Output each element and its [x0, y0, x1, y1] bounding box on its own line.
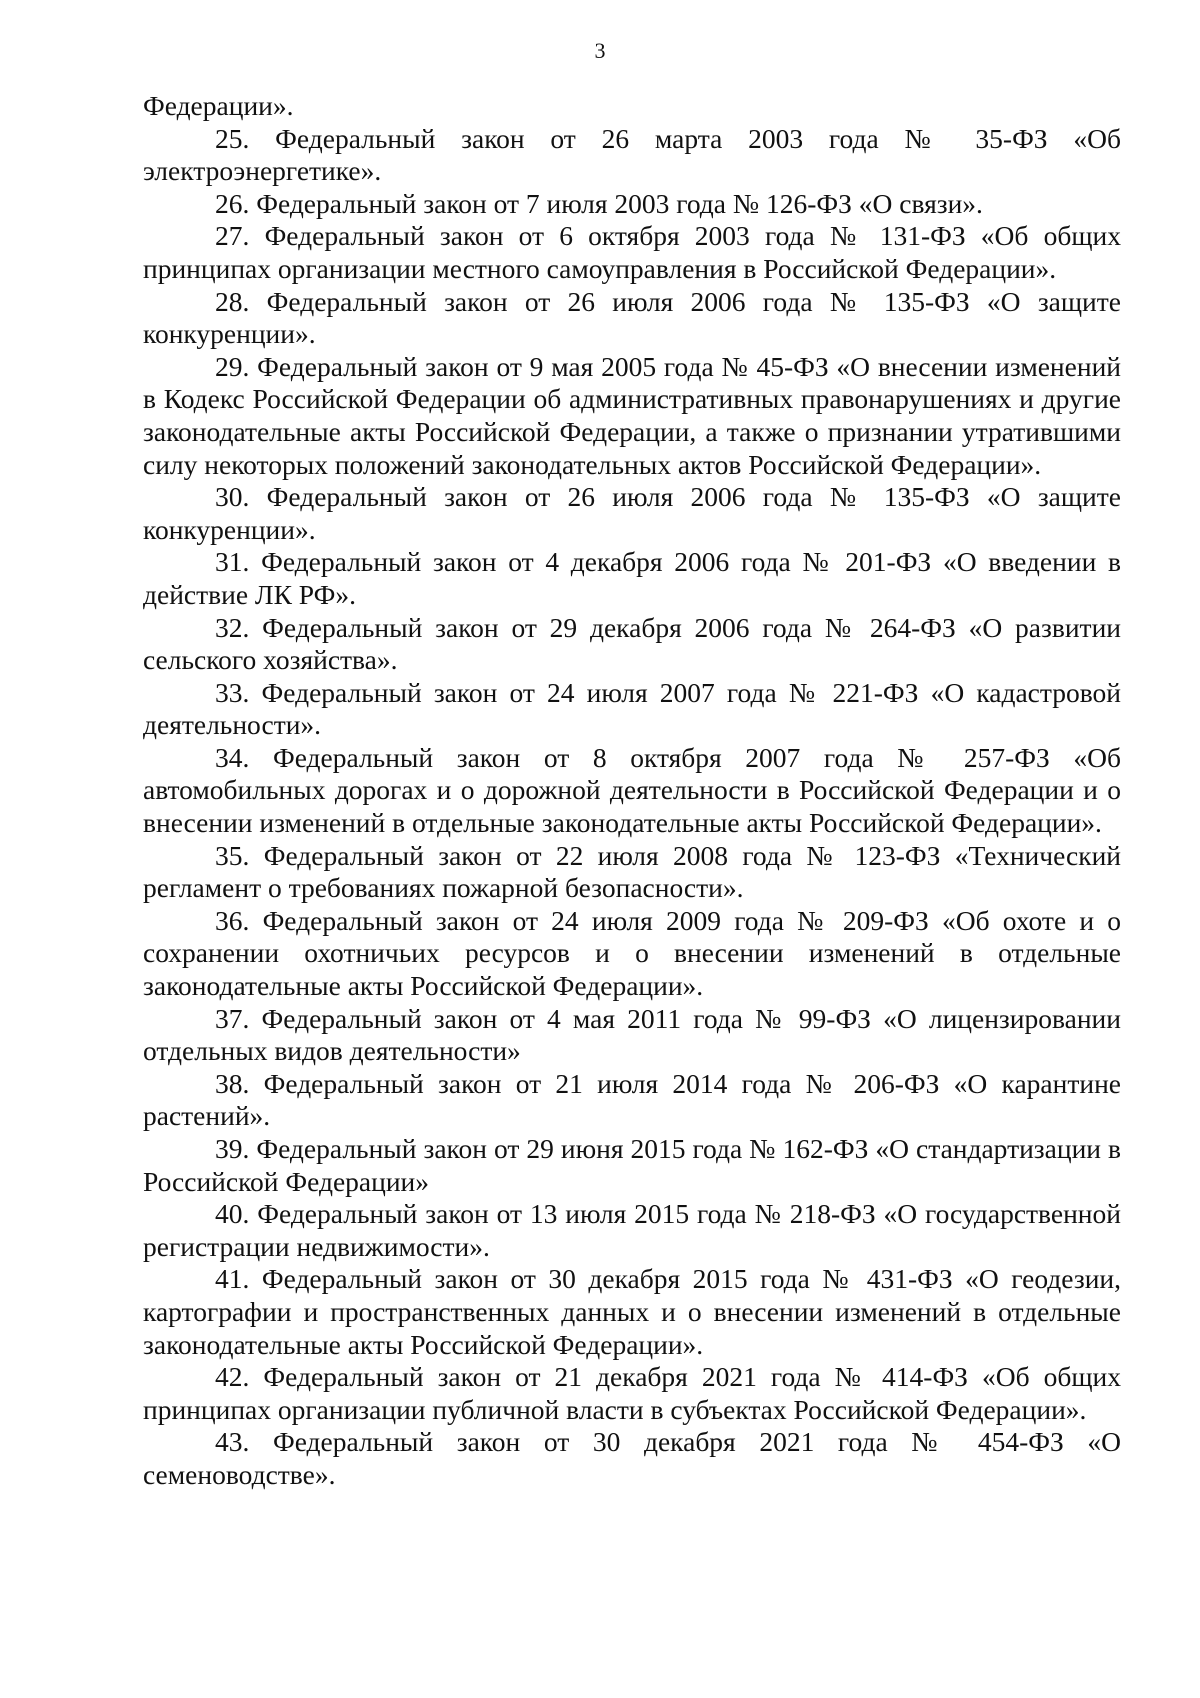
- list-item: 28. Федеральный закон от 26 июля 2006 года № 135-ФЗ «О защите конкуренции».: [143, 285, 1121, 350]
- list-item: 41. Федеральный закон от 30 декабря 2015 года № 431-ФЗ «О геодезии, картографии и пространственных данных и о внесении изменений в отдельные законодательные акты Российской Федерации».: [143, 1263, 1121, 1360]
- list-item: 26. Федеральный закон от 7 июля 2003 года № 126-ФЗ «О связи».: [215, 187, 983, 219]
- list-item: 39. Федеральный закон от 29 июня 2015 года № 162-ФЗ «О стандартизации в Российской Федерации»: [143, 1133, 1121, 1197]
- page-number: 3: [594, 38, 606, 63]
- list-item: 38. Федеральный закон от 21 июля 2014 года № 206-ФЗ «О карантине растений».: [143, 1067, 1121, 1132]
- list-item: 29. Федеральный закон от 9 мая 2005 года № 45-ФЗ «О внесении изменений в Кодекс Российской Федерации об административных правонарушениях и другие законодательные акты Российской Федерации, а также о признании утратившими силу некоторых положений законодательных актов Российской Федерации».: [143, 350, 1121, 480]
- list-item: 40. Федеральный закон от 13 июля 2015 года № 218-ФЗ «О государственной регистрации недвижимости».: [143, 1198, 1121, 1262]
- list-item: 35. Федеральный закон от 22 июля 2008 года № 123-ФЗ «Технический регламент о требованиях пожарной безопасности».: [143, 839, 1121, 904]
- list-item: 25. Федеральный закон от 26 марта 2003 года № 35-ФЗ «Об электроэнергетике».: [143, 122, 1121, 187]
- list-item: 36. Федеральный закон от 24 июля 2009 года № 209-ФЗ «Об охоте и о сохранении охотничьих ресурсов и о внесении изменений в отдельные законодательные акты Российской Федерации».: [143, 904, 1121, 1002]
- continuation-paragraph: Федерации».: [143, 90, 294, 121]
- list-item: 37. Федеральный закон от 4 мая 2011 года № 99-ФЗ «О лицензировании отдельных видов деятельности»: [143, 1002, 1121, 1067]
- list-item: 31. Федеральный закон от 4 декабря 2006 года № 201-ФЗ «О введении в действие ЛК РФ».: [143, 546, 1121, 610]
- list-item: 30. Федеральный закон от 26 июля 2006 года № 135-ФЗ «О защите конкуренции».: [143, 481, 1121, 545]
- list-item: 42. Федеральный закон от 21 декабря 2021 года № 414-ФЗ «Об общих принципах организации публичной власти в субъектах Российской Федерации».: [143, 1361, 1121, 1425]
- document-body: [143, 90, 1121, 1492]
- list-item: 34. Федеральный закон от 8 октября 2007 года № 257-ФЗ «Об автомобильных дорогах и о дорожной деятельности в Российской Федерации и о внесении изменений в отдельные законодательные акты Российской Федерации».: [143, 741, 1121, 839]
- list-item: 43. Федеральный закон от 30 декабря 2021 года № 454-ФЗ «О семеноводстве».: [143, 1426, 1121, 1490]
- list-item: 32. Федеральный закон от 29 декабря 2006 года № 264-ФЗ «О развитии сельского хозяйства».: [143, 611, 1121, 676]
- list-item: 27. Федеральный закон от 6 октября 2003 года № 131-ФЗ «Об общих принципах организации местного самоуправления в Российской Федерации».: [143, 220, 1121, 284]
- list-item: 33. Федеральный закон от 24 июля 2007 года № 221-ФЗ «О кадастровой деятельности».: [143, 676, 1121, 741]
